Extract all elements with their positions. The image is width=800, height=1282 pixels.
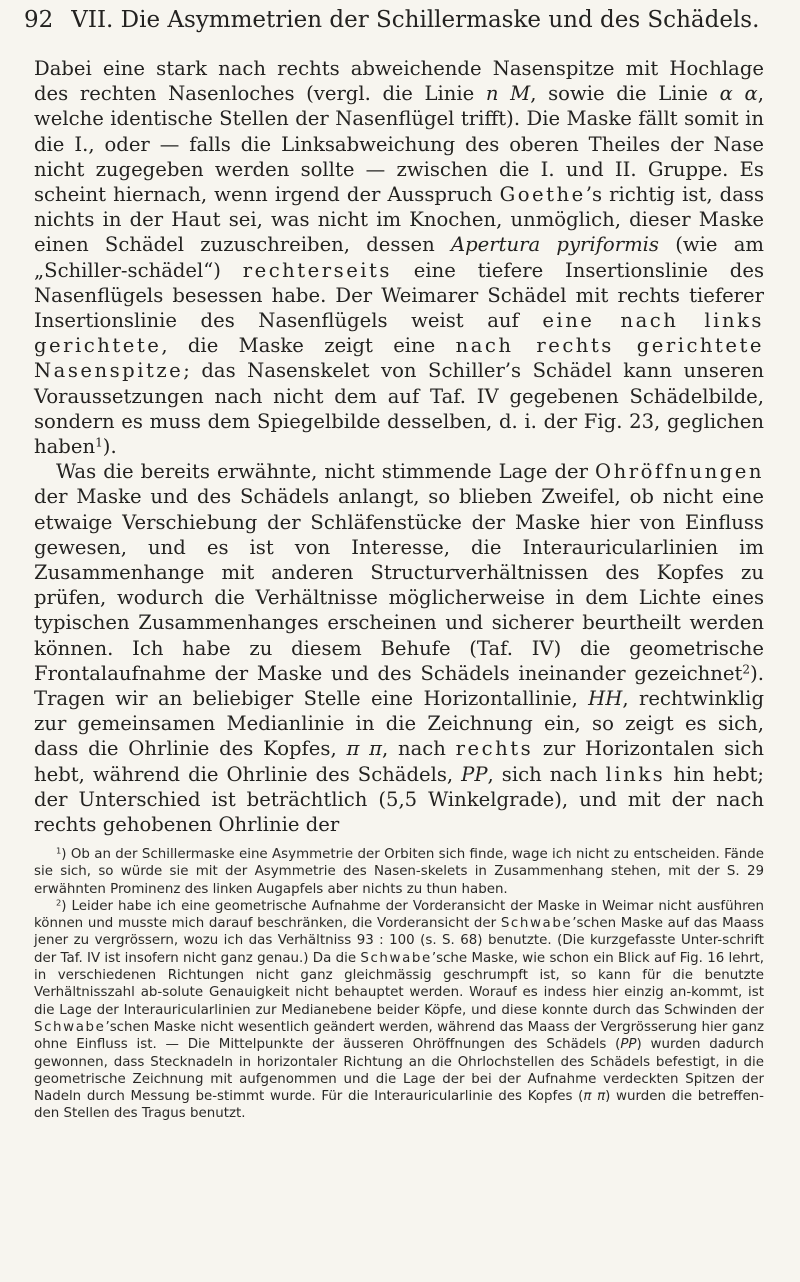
line-label-alpha: α α [719,82,758,106]
text-run: ; das Nasenskelet von Schiller’s Schädel kann unseren Voraussetzungen nach nicht dem auf Taf. IV gegebenen Schädelbilde, sondern es muss dem Spiegelbilde desselben, d. i. der Fig. 23, geglichen haben [34,359,764,459]
text-run: , welche identische Stellen der Nasenflügel trifft). Die Maske fällt somit in die I., oder — falls die Linksabweichung des oberen Theiles der Nase nicht zugegeben werden sollte — zwischen die I. und II. Gruppe. Es scheint hiernach, wenn irgend der Ausspruch [34,82,764,207]
author-name-goethe: Goethe [499,183,586,207]
line-label-pi: π π [583,1089,606,1105]
emphasis-ohroeffnungen: Ohröffnungen [595,460,764,484]
text-run: , sowie die Linie [530,82,720,106]
text-run: , nach [381,737,456,761]
text-run: Was die bereits erwähnte, nicht stimmende Lage der [56,460,596,484]
emphasis-links: links [605,762,666,786]
footnote-text: ) wurden die betreffen-den Stellen des Tragus benutzt. [34,1089,764,1122]
emphasis-rechts: rechts [455,737,534,761]
text-run: der Maske und des Schädels anlangt, so blieben Zweifel, ob nicht eine etwaige Verschiebung der Schläfenstücke der Maske hier von Einfluss gewesen, und es ist von Interesse, die Interauricularlinien im Zusammenhange mit anderen Structurverhältnissen des Kopfes zu prüfen, wodurch die Verhältnisse möglicherweise in dem Lichte eines typischen Zusammenhanges erscheinen und sicherer beurtheilt werden können. Ich habe zu diesem Behufe (Taf. IV) die geometrische Frontalaufnahme der Maske und des Schädels ineinander gezeichnet [34,485,764,685]
line-label-pp: PP [620,1037,637,1053]
paragraph-2 [34,459,764,837]
text-run: Dabei eine stark nach rechts abweichende Nasenspitze mit Hochlage des rechten Nasenloches (vergl. die Linie [34,57,764,106]
line-label-hh: HH [588,687,623,711]
line-label-pi: π π [346,737,382,761]
footnote-text: ’schen Maske auf das Maass jener zu vergrössern, wozu ich das Verhältniss 93 : 100 (s. S. 68) benutzte. (Die kurzgefasste Unter-schrift der Taf. IV ist insofern nicht ganz genau.) Da die [34,916,764,966]
footnote-ref-2: 2 [742,662,751,677]
text-run: hin hebt; der Unterschied ist beträchtlich (5,5 Winkelgrade), und mit der nach rechts gehobenen Ohrlinie der [34,762,764,837]
text-run: (wie am „Schiller-schädel“) [34,233,764,282]
running-title: VII. Die Asymmetrien der Schillermaske und des Schädels. [71,7,760,33]
text-run: ’s richtig ist, dass nichts in der Haut sei, was nicht im Knochen, unmöglich, dieser Maske einen Schädel zuzuschreiben, dessen [34,183,764,257]
page-number: 92 [24,7,54,33]
text-run: , sich nach [487,762,606,786]
text-run: ). [102,435,117,459]
author-name-schwabe: Schwabe [360,950,432,966]
main-text [34,56,764,837]
footnote-text: ’schen Maske nicht wesentlich geändert werden, während das Maass der Vergrösserung hier ganz ohne Einfluss ist. — Die Mittelpunkte der äusseren Ohröffnungen des Schädels ( [34,1019,764,1053]
footnote-marker: 2 [56,897,62,908]
text-run: eine tiefere Insertionslinie des Nasenflügels besessen habe. Der Weimarer Schädel mit rechts tieferer Insertionslinie des Nasenflügels weist auf [34,258,764,333]
footnote-text: ’sche Maske, wie schon ein Blick auf Fig. 16 lehrt, in verschiedenen Richtungen nicht ganz gleichmässig geschrumpft ist, so kann für die benutzte Verhältnisszahl ab-solute Genauigkeit nicht behauptet werden. Worauf es indess hier einzig an-kommt, ist die Lage der Interauricularlinien zur Medianebene beider Köpfe, und diese konnte durch das Schwinden der [34,950,764,1018]
line-label-nm: n M [485,82,531,106]
emphasis-rechterseits: rechterseits [242,258,392,282]
book-page [24,0,784,1282]
author-name-schwabe: Schwabe [34,1019,106,1035]
paragraph-1 [34,56,764,459]
latin-term: Apertura pyriformis [450,233,659,257]
emphasis-rechts: nach rechts gerichtete Nasenspitze [34,334,764,383]
footnote-2 [34,898,764,1123]
emphasis-links: eine nach links gerichtete [34,309,764,358]
author-name-schwabe: Schwabe [500,916,573,932]
footnote-marker: 1 [56,845,62,856]
text-run: , die Maske zeigt eine [161,334,456,358]
text-run: ). Tragen wir an beliebiger Stelle eine Horizontallinie, [34,661,764,711]
line-label-pp: PP [461,762,488,786]
text-run: , rechtwinklig zur gemeinsamen Medianlinie in die Zeichnung ein, so zeigt es sich, dass die Ohrlinie des Kopfes, [34,687,764,761]
text-run: zur Horizontalen sich hebt, während die Ohrlinie des Schädels, [34,737,764,786]
footnote-1 [34,846,764,898]
footnote-ref-1: 1 [95,435,103,450]
footnote-text: ) wurden dadurch gewonnen, dass Stecknadeln in horizontaler Richtung an die Ohrlochstellen des Schädels befestigt, in die geometrische Zeichnung mit aufgenommen und die Lage der bei der Aufnahme verdeckten Spitzen der Nadeln durch Messung be-stimmt wurde. Für die Interauricularlinie des Kopfes ( [34,1037,764,1105]
footnote-text: ) Leider habe ich eine geometrische Aufnahme der Vorderansicht der Maske in Weimar nicht ausführen können und musste mich darauf beschränken, die Vorderansicht der [34,898,764,932]
footnote-text: ) Ob an der Schillermaske eine Asymmetrie der Orbiten sich finde, wage ich nicht zu entscheiden. Fände sie sich, so würde sie mit der Asymmetrie des Nasen-skelets in Zusammenhang stehen, mit der S. 29 erwähnten Prominenz des linken Augapfels aber nichts zu thun haben. [34,847,764,897]
footnotes [34,846,764,1123]
running-header [24,6,764,34]
